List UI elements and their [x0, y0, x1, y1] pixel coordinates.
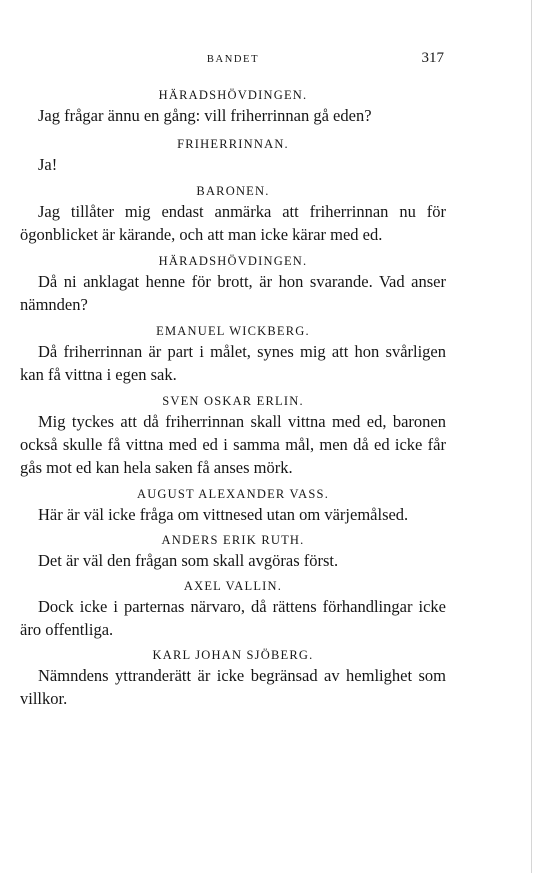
speaker-name: FRIHERRINNAN. — [177, 137, 289, 151]
running-title: BANDET — [206, 54, 260, 65]
speech-text: Då friherrinnan är part i målet, synes mig att hon svårligen kan få vittna i egen sak. — [20, 342, 446, 384]
speaker-name: HÄRADSHÖVDINGEN. — [158, 254, 308, 268]
speaker-name: BARONEN. — [196, 184, 270, 198]
speaker-name: KARL JOHAN SJÖBERG. — [152, 648, 314, 662]
page-number: 317 — [421, 50, 444, 66]
speech-text: Det är väl den frågan som skall avgöras först. — [38, 551, 339, 570]
speech-text: Här är väl icke fråga om vittnesed utan om värjemålsed. — [38, 505, 409, 524]
dialogue-block — [20, 135, 446, 176]
dialogue-block — [20, 86, 446, 127]
speech-text: Dock icke i parternas närvaro, då rättens förhandlingar icke äro offentliga. — [20, 597, 446, 639]
dialogue-block — [20, 531, 446, 572]
speech-text: Ja! — [38, 155, 58, 174]
page-header — [20, 50, 446, 70]
speech-text: Jag frågar ännu en gång: vill friherrinnan gå eden? — [38, 106, 372, 125]
speaker-name: EMANUEL WICKBERG. — [156, 324, 310, 338]
dialogue — [20, 86, 446, 710]
speech-text: Jag tillåter mig endast anmärka att friherrinnan nu för ögonblicket är kärande, och att man icke kärar med ed. — [20, 202, 446, 244]
speaker-name: AUGUST ALEXANDER VASS. — [136, 487, 330, 501]
speech-text: Då ni anklagat henne för brott, är hon svarande. Vad anser nämnden? — [20, 272, 446, 314]
dialogue-block — [20, 252, 446, 316]
page-edge — [531, 0, 532, 873]
dialogue-block — [20, 646, 446, 710]
speaker-name: AXEL VALLIN. — [183, 579, 283, 593]
dialogue-block — [20, 577, 446, 641]
dialogue-block — [20, 182, 446, 246]
speaker-name: SVEN OSKAR ERLIN. — [162, 394, 304, 408]
dialogue-block — [20, 392, 446, 479]
dialogue-block — [20, 322, 446, 386]
speech-text: Nämndens yttranderätt är icke begränsad av hemlighet som villkor. — [20, 666, 446, 708]
speech-text: Mig tyckes att då friherrinnan skall vittna med ed, baronen också skulle få vittna med ed i samma mål, men då ed icke får gås mot ed kan hela saken få anses mörk. — [20, 412, 446, 477]
speaker-name: ANDERS ERIK RUTH. — [161, 533, 305, 547]
speaker-name: HÄRADSHÖVDINGEN. — [158, 88, 308, 102]
dialogue-block — [20, 485, 446, 526]
